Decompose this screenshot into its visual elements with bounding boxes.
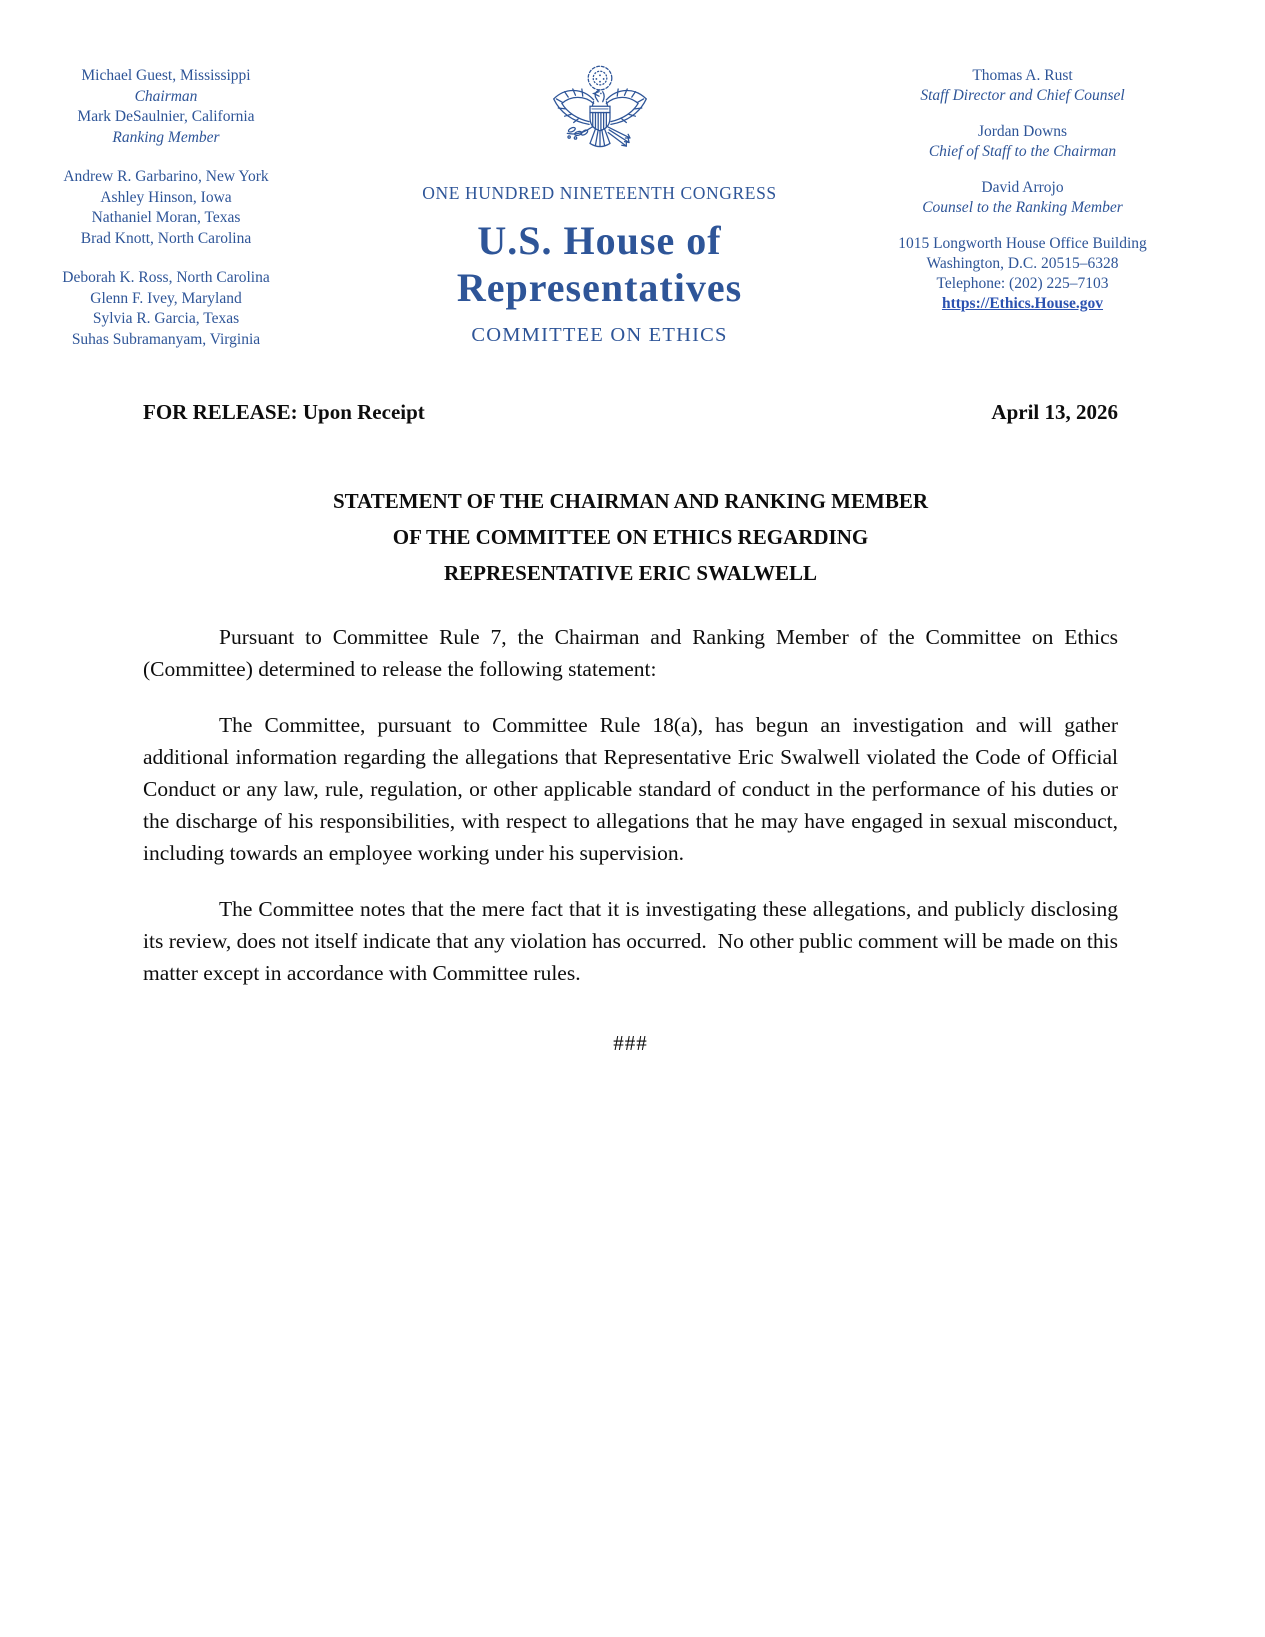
staff-title: Staff Director and Chief Counsel	[920, 87, 1125, 104]
statement-title	[143, 483, 1118, 591]
staff-title: Chief of Staff to the Chairman	[928, 143, 1117, 160]
member-name: Nathaniel Moran, Texas	[91, 209, 241, 226]
staff-name: David Arrojo	[981, 179, 1064, 196]
statement-body	[143, 400, 1124, 1056]
address-line: Telephone: (202) 225–7103	[936, 275, 1109, 292]
statement-title-line: STATEMENT OF THE CHAIRMAN AND RANKING MEMBER	[332, 489, 929, 513]
masthead-center	[372, 60, 827, 347]
member-name: Glenn F. Ivey, Maryland	[90, 289, 242, 307]
majority-members-group	[16, 167, 316, 249]
staff-name: Jordan Downs	[977, 123, 1068, 140]
staff-column	[850, 66, 1195, 314]
staff-entry	[850, 66, 1195, 106]
address-line: 1015 Longworth House Office Building	[898, 235, 1147, 252]
release-row	[143, 400, 1118, 425]
member-name: Ashley Hinson, Iowa	[100, 188, 232, 206]
statement-paragraph: The Committee notes that the mere fact that it is investigating these allegations, and publicly disclosing its review, does not itself indicate that any violation has occurred. No other public comment will be made on this matter except in accordance with Committee rules.	[143, 897, 1124, 985]
member-name: Brad Knott, North Carolina	[80, 229, 252, 247]
congress-title: ONE HUNDRED NINETEENTH CONGRESS	[422, 183, 777, 203]
committee-title: COMMITTEE ON ETHICS	[471, 324, 728, 346]
member-name: Michael Guest, Mississippi	[81, 67, 251, 84]
member-role: Chairman	[134, 87, 198, 105]
staff-entry	[850, 178, 1195, 218]
ethics-website-link[interactable]: https://Ethics.House.gov	[941, 295, 1104, 312]
great-seal-icon	[372, 60, 827, 176]
statement-title-line: REPRESENTATIVE ERIC SWALWELL	[443, 561, 818, 585]
end-mark: ###	[613, 1031, 648, 1055]
staff-name: Thomas A. Rust	[972, 67, 1073, 84]
minority-members-group	[16, 268, 316, 350]
staff-entry	[850, 122, 1195, 162]
release-label: FOR RELEASE: Upon Receipt	[143, 400, 425, 424]
member-name: Deborah K. Ross, North Carolina	[62, 269, 270, 286]
statement-paragraph: The Committee, pursuant to Committee Rule 18(a), has begun an investigation and will gather additional information regarding the allegations that Representative Eric Swalwell violated the Code of Official Conduct or any law, rule, regulation, or other applicable standard of conduct in the performance of his duties or the discharge of his responsibilities, with respect to allegations that he may have engaged in sexual misconduct, including towards an employee working under his supervision.	[143, 713, 1124, 865]
address-line: Washington, D.C. 20515–6328	[926, 255, 1119, 272]
staff-title: Counsel to the Ranking Member	[922, 199, 1123, 216]
member-name: Andrew R. Garbarino, New York	[63, 168, 269, 185]
house-title: U.S. House of Representatives	[456, 218, 743, 310]
member-name: Mark DeSaulnier, California	[77, 108, 255, 125]
committee-members-column	[16, 66, 316, 369]
member-role: Ranking Member	[112, 128, 220, 146]
member-name: Suhas Subramanyam, Virginia	[71, 330, 261, 348]
release-date: April 13, 2026	[991, 400, 1118, 424]
member-name: Sylvia R. Garcia, Texas	[92, 310, 240, 327]
statement-paragraph: Pursuant to Committee Rule 7, the Chairman and Ranking Member of the Committee on Ethics (Committee) determined to release the following statement:	[143, 625, 1124, 681]
office-address	[850, 234, 1195, 314]
statement-title-line: OF THE COMMITTEE ON ETHICS REGARDING	[392, 525, 869, 549]
leadership-group	[16, 66, 316, 148]
